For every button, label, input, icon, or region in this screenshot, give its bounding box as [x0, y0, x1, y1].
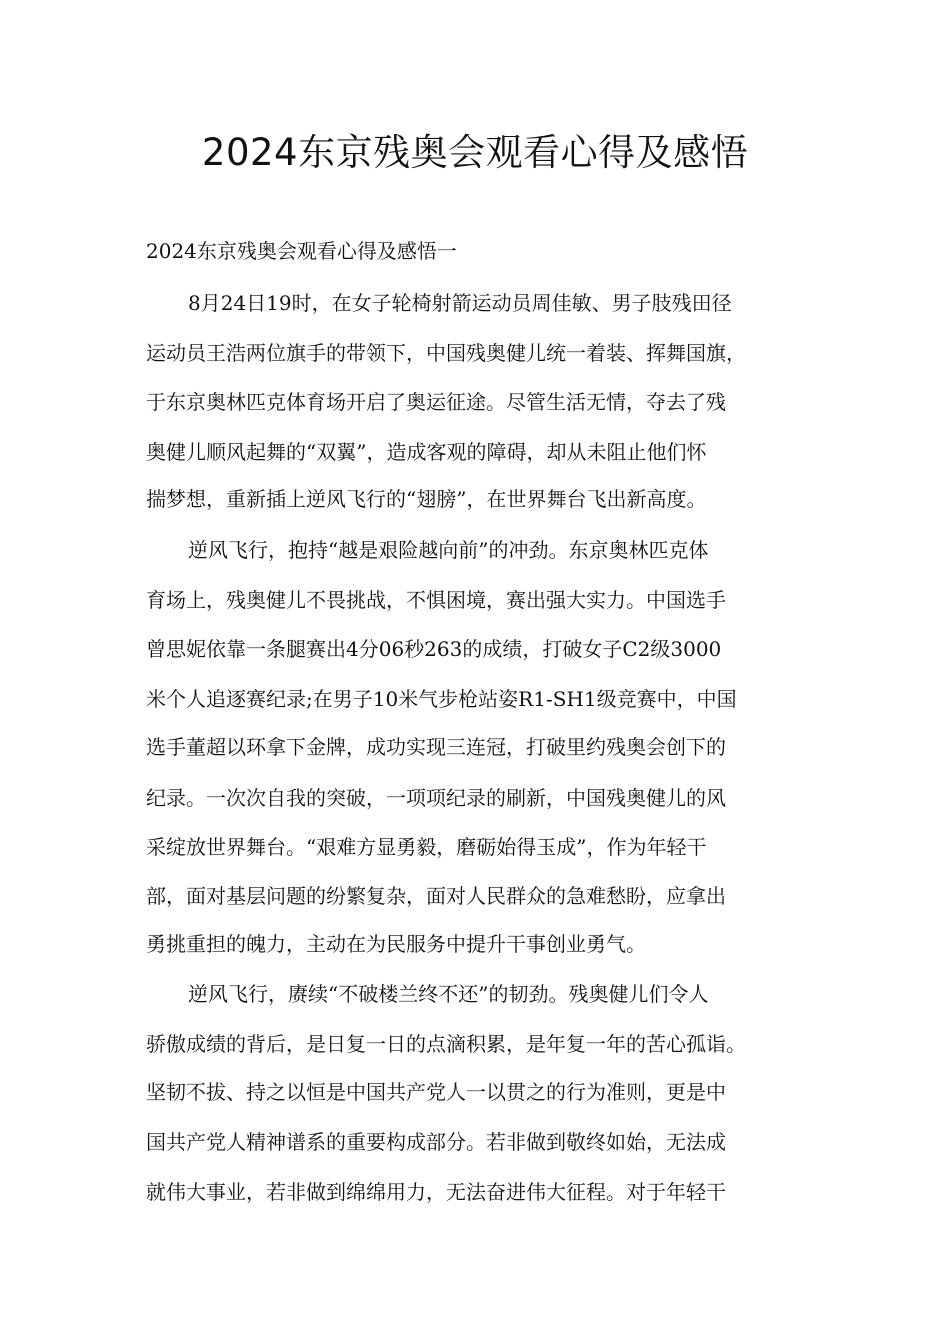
paragraph-line: 于东京奥林匹克体育场开启了奥运征途。尽管生活无情，夺去了残	[146, 390, 726, 414]
paragraph-line: 部，面对基层问题的纷繁复杂，面对人民群众的急难愁盼，应拿出	[146, 884, 726, 908]
paragraph-line: 勇挑重担的魄力，主动在为民服务中提升干事创业勇气。	[146, 932, 646, 956]
paragraph-line: 就伟大事业，若非做到绵绵用力，无法奋进伟大征程。对于年轻干	[146, 1180, 726, 1204]
paragraph-line: 运动员王浩两位旗手的带领下，中国残奥健儿统一着装、挥舞国旗，	[146, 341, 746, 365]
paragraph-line: 骄傲成绩的背后，是日复一日的点滴积累，是年复一年的苦心孤诣。	[146, 1032, 746, 1056]
document-title: 2024东京残奥会观看心得及感悟	[201, 131, 749, 174]
paragraph-line: 曾思妮依靠一条腿赛出4分06秒263的成绩，打破女子C2级3000	[146, 637, 722, 661]
section-subtitle: 2024东京残奥会观看心得及感悟一	[146, 239, 457, 263]
paragraph-line: 采绽放世界舞台。“艰难方显勇毅，磨砺始得玉成”，作为年轻干	[146, 835, 707, 859]
paragraph-line: 奥健儿顺风起舞的“双翼”，造成客观的障碍，却从未阻止他们怀	[146, 440, 707, 464]
paragraph-line: 坚韧不拔、持之以恒是中国共产党人一以贯之的行为准则，更是中	[146, 1080, 726, 1104]
paragraph-line: 揣梦想，重新插上逆风飞行的“翅膀”，在世界舞台飞出新高度。	[146, 487, 707, 511]
paragraph-line: 育场上，残奥健儿不畏挑战，不惧困境，赛出强大实力。中国选手	[146, 588, 726, 612]
paragraph-line: 纪录。一次次自我的突破，一项项纪录的刷新，中国残奥健儿的风	[146, 786, 726, 810]
paragraph-line: 逆风飞行，赓续“不破楼兰终不还”的韧劲。残奥健儿们令人	[188, 982, 709, 1006]
paragraph-line: 逆风飞行，抱持“越是艰险越向前”的冲劲。东京奥林匹克体	[188, 538, 709, 562]
paragraph-line: 米个人追逐赛纪录;在男子10米气步枪站姿R1-SH1级竞赛中，中国	[146, 687, 737, 711]
paragraph-line: 8月24日19时，在女子轮椅射箭运动员周佳敏、男子肢残田径	[188, 291, 732, 315]
paragraph-line: 国共产党人精神谱系的重要构成部分。若非做到敬终如始，无法成	[146, 1130, 726, 1154]
paragraph-line: 选手董超以环拿下金牌，成功实现三连冠，打破里约残奥会创下的	[146, 735, 726, 759]
